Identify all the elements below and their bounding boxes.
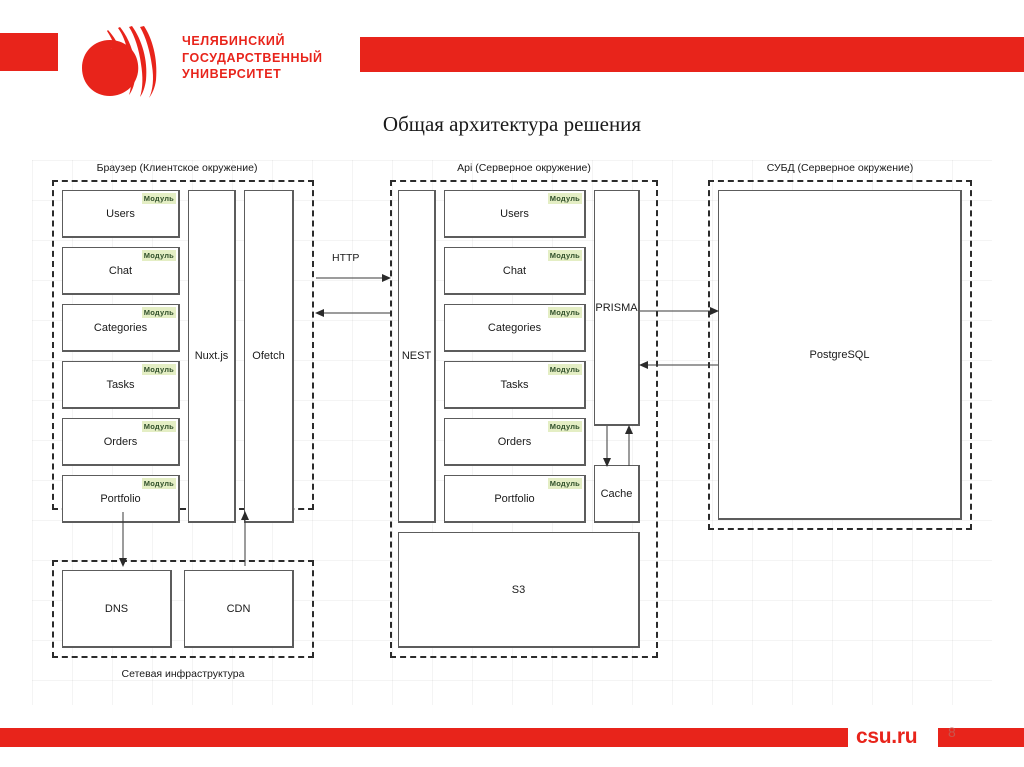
arrow-cache-to-prisma (624, 426, 634, 466)
module-badge: Модуль (143, 194, 174, 203)
box-label: Tasks (500, 378, 529, 391)
arrow-head-up (241, 511, 249, 520)
logo-line-3: УНИВЕРСИТЕТ (182, 67, 282, 81)
arrow-db-to-prisma (640, 360, 718, 370)
module-badge: Модуль (143, 422, 174, 431)
api-module-users[interactable] (444, 190, 586, 238)
box-label: Portfolio (494, 492, 535, 505)
arrow-head-right (710, 307, 719, 315)
browser-module-orders[interactable] (62, 418, 180, 466)
slide-header (0, 0, 1024, 100)
module-badge: Модуль (143, 251, 174, 260)
network-node-dns[interactable] (62, 570, 172, 648)
box-label: CDN (226, 602, 251, 615)
module-badge: Модуль (549, 308, 580, 317)
browser-framework-nuxt[interactable] (188, 190, 236, 523)
module-badge: Модуль (143, 365, 174, 374)
arrow-head-right (382, 274, 391, 282)
arrow-browser-to-dns (118, 512, 128, 566)
module-badge: Модуль (143, 308, 174, 317)
arrow-browser-to-api (316, 273, 390, 283)
box-label: Chat (108, 264, 133, 277)
logo-line-2: ГОСУДАРСТВЕННЫЙ (182, 50, 323, 65)
architecture-diagram (32, 160, 992, 705)
api-module-categories[interactable] (444, 304, 586, 352)
arrow-head-left (639, 361, 648, 369)
box-label: Users (500, 207, 529, 220)
module-badge: Модуль (549, 194, 580, 203)
box-label: S3 (511, 583, 526, 596)
api-module-orders[interactable] (444, 418, 586, 466)
box-label: PRISMA (595, 301, 638, 314)
arrow-prisma-to-cache (602, 426, 612, 466)
api-module-chat[interactable] (444, 247, 586, 295)
arrow-head-down (603, 458, 611, 467)
university-logo-text (182, 33, 352, 83)
box-label: Tasks (106, 378, 135, 391)
browser-http-client-ofetch[interactable] (244, 190, 294, 523)
page-title: Общая архитектура решения (382, 112, 642, 136)
api-module-tasks[interactable] (444, 361, 586, 409)
arrow-head-left (315, 309, 324, 317)
spiral-shell-icon (80, 24, 172, 100)
box-label: Cache (600, 487, 633, 500)
box-label: Portfolio (100, 492, 141, 505)
box-label: DNS (104, 602, 129, 615)
box-label: Nuxt.js (194, 350, 229, 362)
module-badge: Модуль (549, 479, 580, 488)
database-postgresql[interactable] (718, 190, 962, 520)
browser-module-chat[interactable] (62, 247, 180, 295)
box-label: PostgreSQL (809, 348, 870, 361)
arrow-cdn-to-browser (240, 512, 250, 566)
module-badge: Модуль (549, 251, 580, 260)
box-label: Ofetch (252, 350, 285, 362)
browser-module-categories[interactable] (62, 304, 180, 352)
edge-label-http: HTTP (332, 252, 360, 264)
env-label-api: Api (Серверное окружение) (457, 162, 591, 174)
box-label: NEST (401, 350, 432, 362)
module-badge: Модуль (549, 422, 580, 431)
api-orm-prisma[interactable] (594, 190, 640, 426)
module-badge: Модуль (549, 365, 580, 374)
box-label: Categories (487, 321, 542, 334)
box-label: Users (106, 207, 135, 220)
header-accent-bar-right (360, 37, 1024, 72)
network-node-cdn[interactable] (184, 570, 294, 648)
arrow-shaft (640, 311, 718, 312)
logo-line-1: ЧЕЛЯБИНСКИЙ (182, 34, 286, 48)
page-number: 8 (948, 724, 956, 740)
university-logo (80, 22, 350, 102)
arrow-shaft (316, 278, 390, 279)
arrow-shaft (245, 512, 246, 566)
box-label: Categories (93, 321, 148, 334)
api-cache[interactable] (594, 465, 640, 523)
env-label-db: СУБД (Серверное окружение) (766, 162, 914, 174)
api-object-storage-s3[interactable] (398, 532, 640, 648)
browser-module-tasks[interactable] (62, 361, 180, 409)
arrow-api-to-browser (316, 308, 390, 318)
arrow-head-up (625, 425, 633, 434)
env-label-network: Сетевая инфраструктура (121, 668, 245, 680)
box-label: Chat (502, 264, 527, 277)
arrow-head-down (119, 558, 127, 567)
header-accent-bar-left (0, 33, 58, 71)
box-label: Orders (497, 435, 532, 448)
arrow-shaft (316, 313, 390, 314)
api-framework-nest[interactable] (398, 190, 436, 523)
env-label-browser: Браузер (Клиентское окружение) (96, 162, 258, 174)
module-badge: Модуль (143, 479, 174, 488)
footer-url[interactable]: csu.ru (856, 725, 918, 748)
slide-footer (0, 713, 1024, 767)
footer-accent-bar-left (0, 728, 848, 747)
api-module-portfolio[interactable] (444, 475, 586, 523)
arrow-prisma-to-db (640, 306, 718, 316)
arrow-shaft (640, 365, 718, 366)
browser-module-users[interactable] (62, 190, 180, 238)
box-label: Orders (103, 435, 138, 448)
